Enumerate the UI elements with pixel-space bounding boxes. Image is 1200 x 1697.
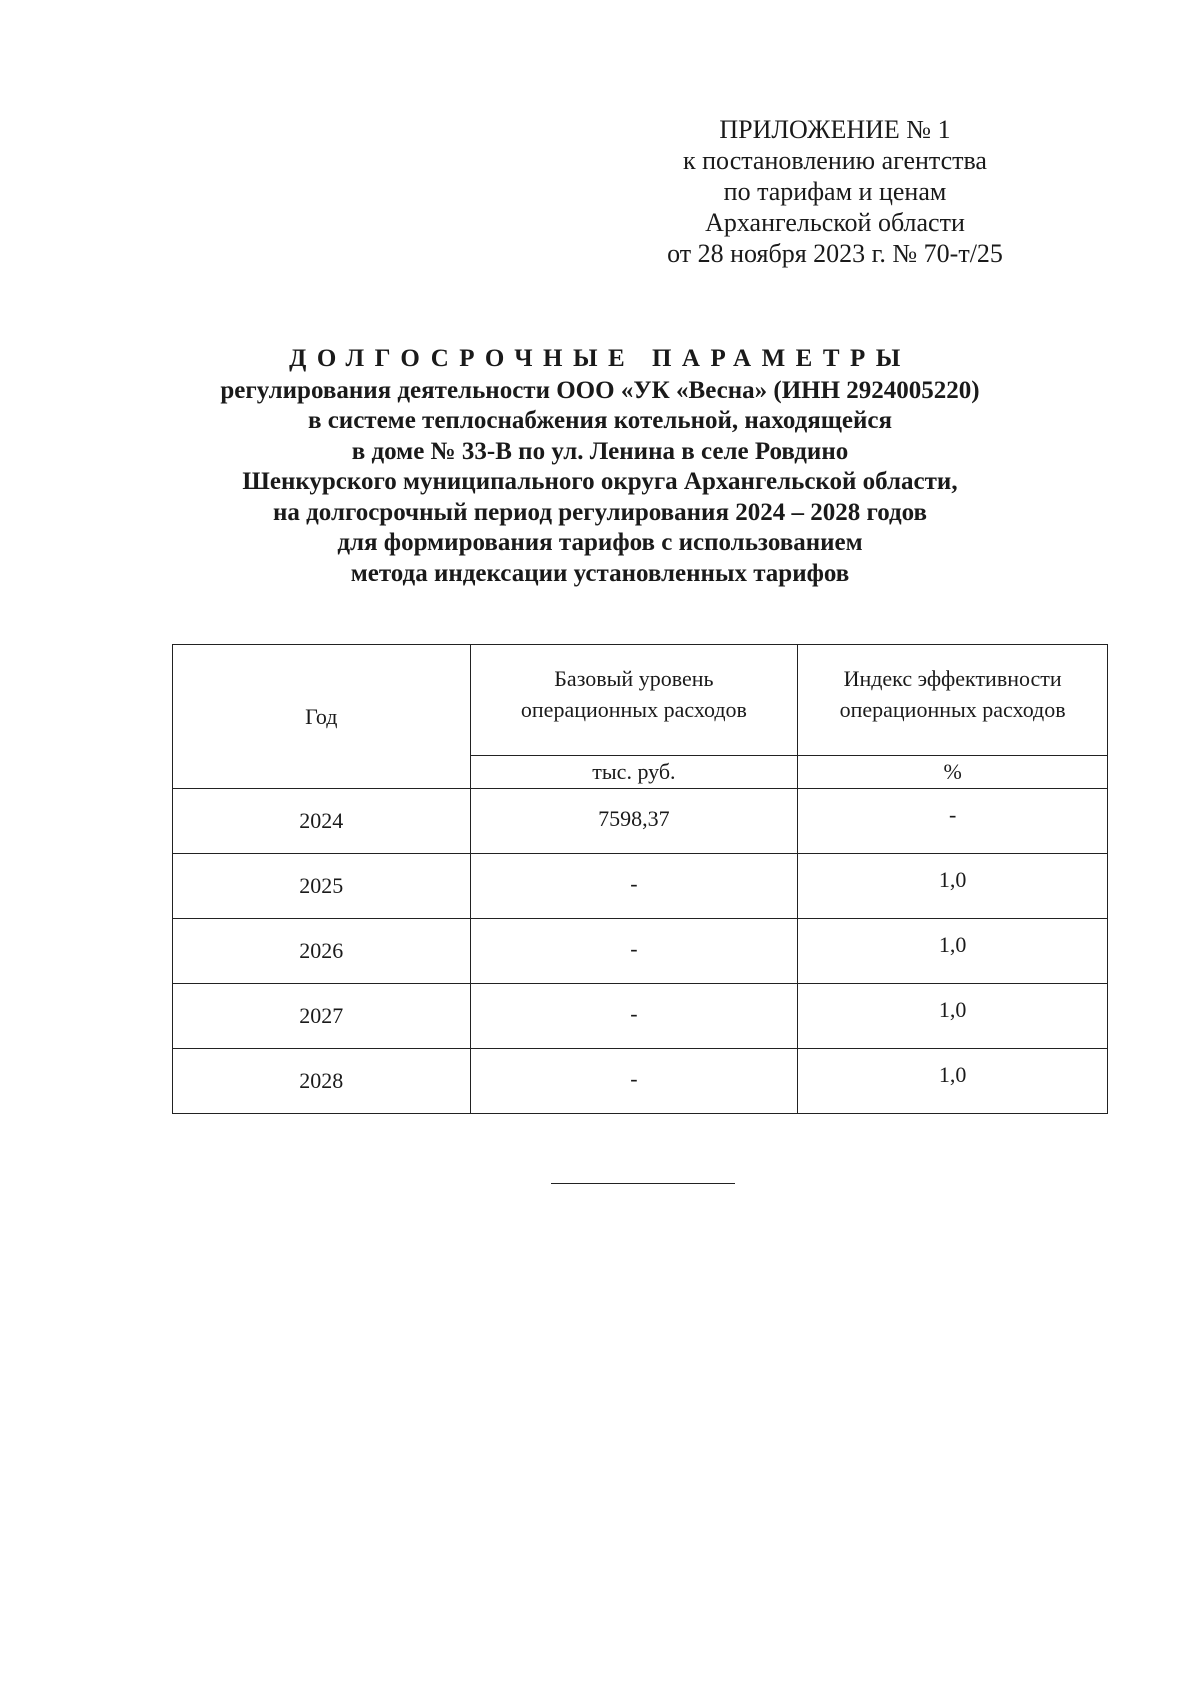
base-level-value: - bbox=[630, 871, 638, 896]
header-base-line-2: операционных расходов bbox=[520, 697, 747, 722]
title-line-2: в системе теплоснабжения котельной, находящейся bbox=[307, 407, 893, 434]
cell-base-level bbox=[470, 1049, 798, 1114]
header-index-line-2: операционных расходов bbox=[839, 697, 1066, 722]
cell-year bbox=[173, 854, 471, 919]
cell-base-level bbox=[470, 984, 798, 1049]
year-value: 2024 bbox=[299, 808, 344, 833]
cell-efficiency-index bbox=[798, 1049, 1108, 1114]
header-efficiency-index bbox=[798, 645, 1108, 756]
cell-base-level bbox=[470, 919, 798, 984]
title-line-4: Шенкурского муниципального округа Архангельской области, bbox=[242, 468, 958, 495]
cell-efficiency-index bbox=[798, 919, 1108, 984]
title-line-3: в доме № 33-В по ул. Ленина в селе Ровдино bbox=[351, 437, 849, 465]
efficiency-index-value: - bbox=[948, 802, 957, 827]
efficiency-index-value: 1,0 bbox=[938, 867, 967, 892]
appendix-heading: ПРИЛОЖЕНИЕ № 1 bbox=[719, 115, 951, 144]
appendix-line-3: Архангельской области bbox=[705, 208, 965, 237]
closing-divider bbox=[551, 1183, 735, 1184]
cell-base-level bbox=[470, 854, 798, 919]
base-level-value: - bbox=[630, 1066, 638, 1091]
base-level-value: 7598,37 bbox=[598, 806, 670, 831]
header-year bbox=[173, 645, 471, 789]
cell-year bbox=[173, 789, 471, 854]
unit-index: % bbox=[798, 756, 1108, 789]
main-title: ДОЛГОСРОЧНЫЕ ПАРАМЕТРЫ bbox=[289, 345, 911, 372]
header-index-line-1: Индекс эффективности bbox=[843, 666, 1062, 691]
title-line-7: метода индексации установленных тарифов bbox=[350, 559, 850, 587]
table-row bbox=[173, 789, 1108, 854]
table-header-row bbox=[173, 645, 1108, 756]
title-line-6: для формирования тарифов с использованием bbox=[337, 529, 863, 556]
table-row bbox=[173, 919, 1108, 984]
efficiency-index-value: 1,0 bbox=[938, 1062, 967, 1087]
cell-year bbox=[173, 919, 471, 984]
base-level-value: - bbox=[630, 1001, 638, 1026]
header-year-label: Год bbox=[305, 704, 338, 729]
appendix-line-1: к постановлению агентства bbox=[683, 146, 987, 175]
table-row bbox=[173, 854, 1108, 919]
cell-year bbox=[173, 1049, 471, 1114]
cell-year bbox=[173, 984, 471, 1049]
cell-base-level bbox=[470, 789, 798, 854]
parameters-table bbox=[172, 644, 1108, 1114]
efficiency-index-value: 1,0 bbox=[938, 932, 967, 957]
cell-efficiency-index bbox=[798, 984, 1108, 1049]
year-value: 2025 bbox=[299, 873, 344, 898]
table-row bbox=[173, 984, 1108, 1049]
title-line-1: регулирования деятельности ООО «УК «Весна» (ИНН 2924005220) bbox=[220, 376, 980, 404]
document-title bbox=[100, 344, 1100, 589]
year-value: 2027 bbox=[299, 1003, 344, 1028]
appendix-line-4: от 28 ноября 2023 г. № 70-т/25 bbox=[667, 239, 1003, 268]
table-row bbox=[173, 1049, 1108, 1114]
year-value: 2028 bbox=[299, 1068, 344, 1093]
appendix-line-2: по тарифам и ценам bbox=[723, 177, 947, 206]
unit-base: тыс. руб. bbox=[470, 756, 798, 789]
cell-efficiency-index bbox=[798, 854, 1108, 919]
year-value: 2026 bbox=[299, 938, 344, 963]
header-base-line-1: Базовый уровень bbox=[554, 666, 714, 691]
cell-efficiency-index bbox=[798, 789, 1108, 854]
appendix-block bbox=[640, 114, 1030, 269]
base-level-value: - bbox=[630, 936, 638, 961]
header-base-level bbox=[470, 645, 798, 756]
title-line-5: на долгосрочный период регулирования 2024 – 2028 годов bbox=[272, 498, 928, 526]
efficiency-index-value: 1,0 bbox=[938, 997, 967, 1022]
